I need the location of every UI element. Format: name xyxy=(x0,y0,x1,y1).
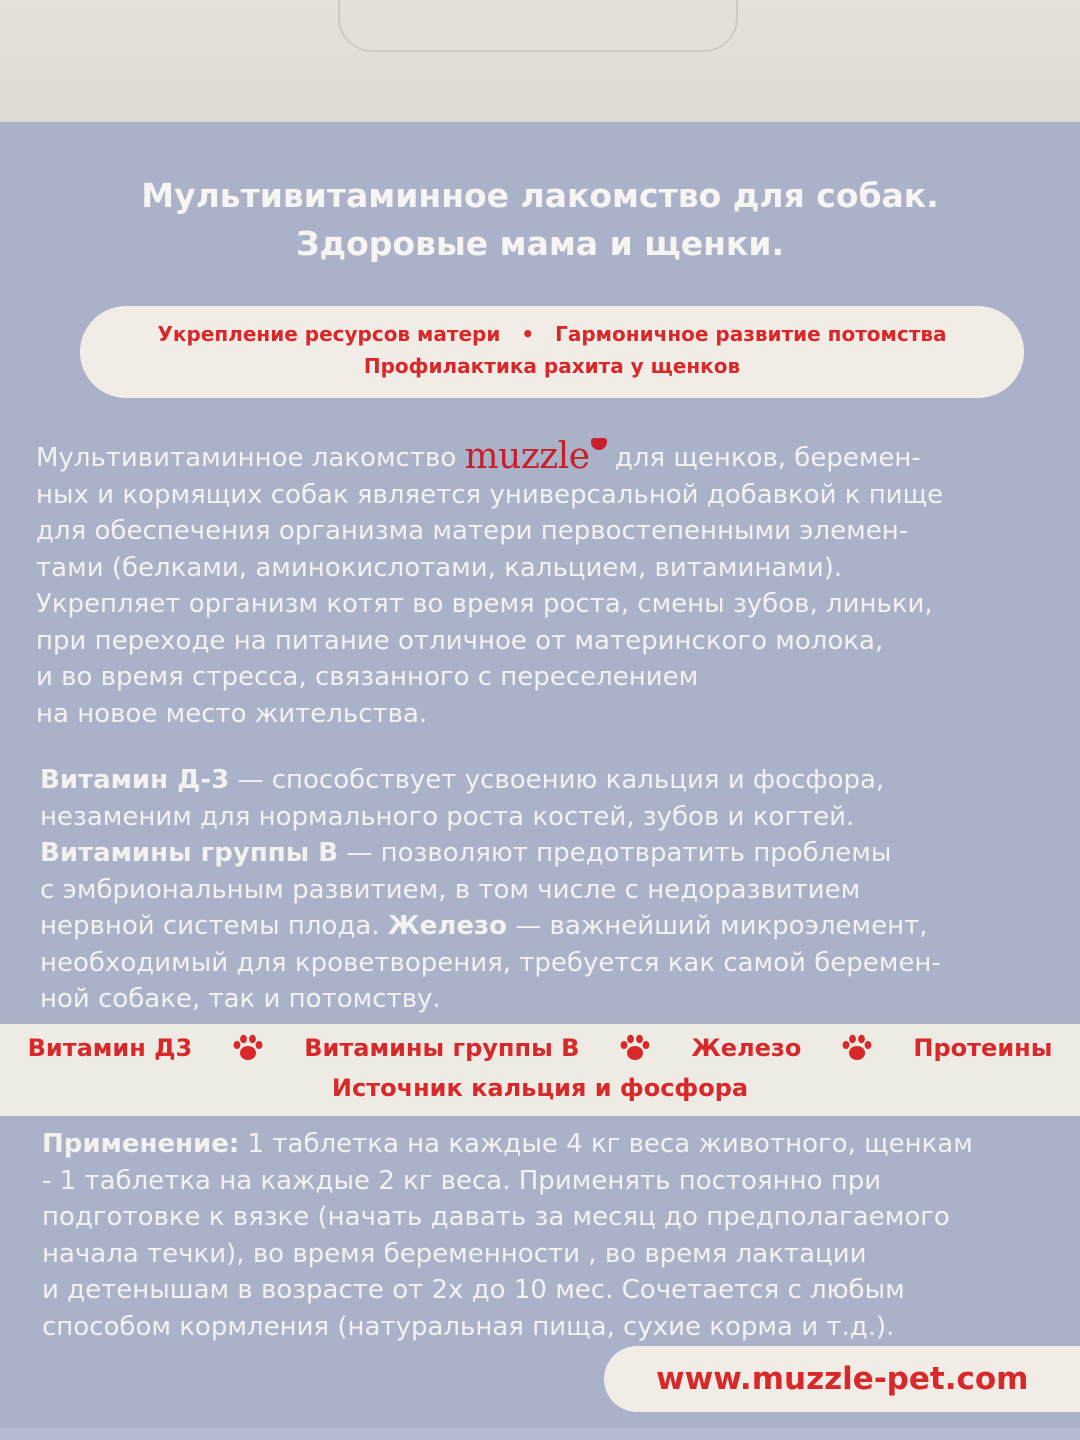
benefit-item-3: Профилактика рахита у щенков xyxy=(363,354,741,378)
intro-line-2: для обеспечения организма матери первостепенными элемен- xyxy=(36,516,909,546)
usage-line-5: способом кормления (натуральная пища, сухие корма и т.д.). xyxy=(42,1311,895,1342)
paw-icon xyxy=(841,1034,873,1062)
iron-text-3: ной собаке, так и потомству. xyxy=(40,984,441,1014)
benefits-banner xyxy=(80,306,1024,398)
intro-line-1: ных и кормящих собак является универсальной добавкой к пище xyxy=(36,479,944,510)
paw-icon xyxy=(232,1034,264,1062)
headline xyxy=(0,172,1080,268)
vitamin-d3-title: Витамин Д-3 xyxy=(40,765,230,795)
iron-text-2: необходимый для кроветворения, требуется как самой беремен- xyxy=(40,947,941,978)
ingredient-calcium-phosphorus: Источник кальция и фосфора xyxy=(331,1074,749,1102)
usage-line-4: и детенышам в возрасте от 2х до 10 мес. Сочетается с любым xyxy=(42,1275,905,1305)
benefit-item-2: Гармоничное развитие потомства xyxy=(555,322,947,346)
intro-line-0: для щенков, беремен- xyxy=(614,443,921,473)
vitamin-b-text-2: с эмбриональным развитием, в том числе с недоразвитием xyxy=(40,874,861,905)
ingredient-proteins: Протеины xyxy=(913,1034,1053,1062)
ingredient-vitamin-b: Витамины группы В xyxy=(304,1034,580,1062)
iron-title: Железо xyxy=(387,911,507,941)
usage-title: Применение: xyxy=(42,1129,240,1159)
vitamin-b-text-1: — позволяют предотвратить проблемы xyxy=(338,838,892,868)
usage-paragraph xyxy=(42,1126,1062,1345)
brand-bowl-icon xyxy=(591,438,607,450)
usage-line-0: 1 таблетка на каждые 4 кг веса животного, щенкам xyxy=(239,1129,973,1159)
hang-tab-cutout xyxy=(338,0,738,52)
vitamin-d3-text-2: незаменим для нормального роста костей, зубов и когтей. xyxy=(40,801,855,832)
ingredient-iron: Железо xyxy=(691,1034,802,1062)
brand-logo xyxy=(465,436,607,477)
intro-line-5: при переходе на питание отличное от материнского молока, xyxy=(36,625,884,656)
vitamin-d3-text-1: — способствует усвоению кальция и фосфора, xyxy=(229,765,885,795)
usage-line-2: подготовке к вязке (начать давать за месяц до предполагаемого xyxy=(42,1202,950,1232)
brand-logo-text: muzzle xyxy=(464,436,590,477)
headline-line-2: Здоровые мама и щенки. xyxy=(296,224,784,263)
ingredients-banner xyxy=(0,1024,1080,1116)
intro-prefix: Мультивитаминное лакомство xyxy=(36,443,457,473)
intro-line-6: и во время стресса, связанного с переселением xyxy=(36,662,699,692)
ingredient-vitamin-d3: Витамин Д3 xyxy=(27,1034,193,1062)
vitamin-b-text-3: нервной системы плода. xyxy=(40,911,388,941)
intro-line-3: тами (белками, аминокислотами, кальцием, витаминами). xyxy=(36,552,843,583)
headline-line-1: Мультивитаминное лакомство для собак. xyxy=(141,176,939,215)
bullet-separator: • xyxy=(521,322,535,346)
package-bottom-edge xyxy=(0,1428,1080,1440)
website-link[interactable]: www.muzzle-pet.com xyxy=(604,1346,1080,1412)
vitamins-paragraph xyxy=(40,762,1060,1018)
iron-text-1: — важнейший микроэлемент, xyxy=(507,911,928,941)
intro-paragraph xyxy=(36,436,1056,732)
intro-line-4: Укрепляет организм котят во время роста, смены зубов, линьки, xyxy=(36,589,933,619)
usage-line-3: начала течки), во время беременности , во время лактации xyxy=(42,1238,867,1269)
vitamin-b-title: Витамины группы В xyxy=(40,838,339,868)
intro-line-7: на новое место жительства. xyxy=(36,698,428,729)
benefit-item-1: Укрепление ресурсов матери xyxy=(157,322,501,346)
paw-icon xyxy=(619,1034,651,1062)
usage-line-1: - 1 таблетка на каждые 2 кг веса. Применять постоянно при xyxy=(42,1165,882,1196)
package-top-band xyxy=(0,0,1080,122)
